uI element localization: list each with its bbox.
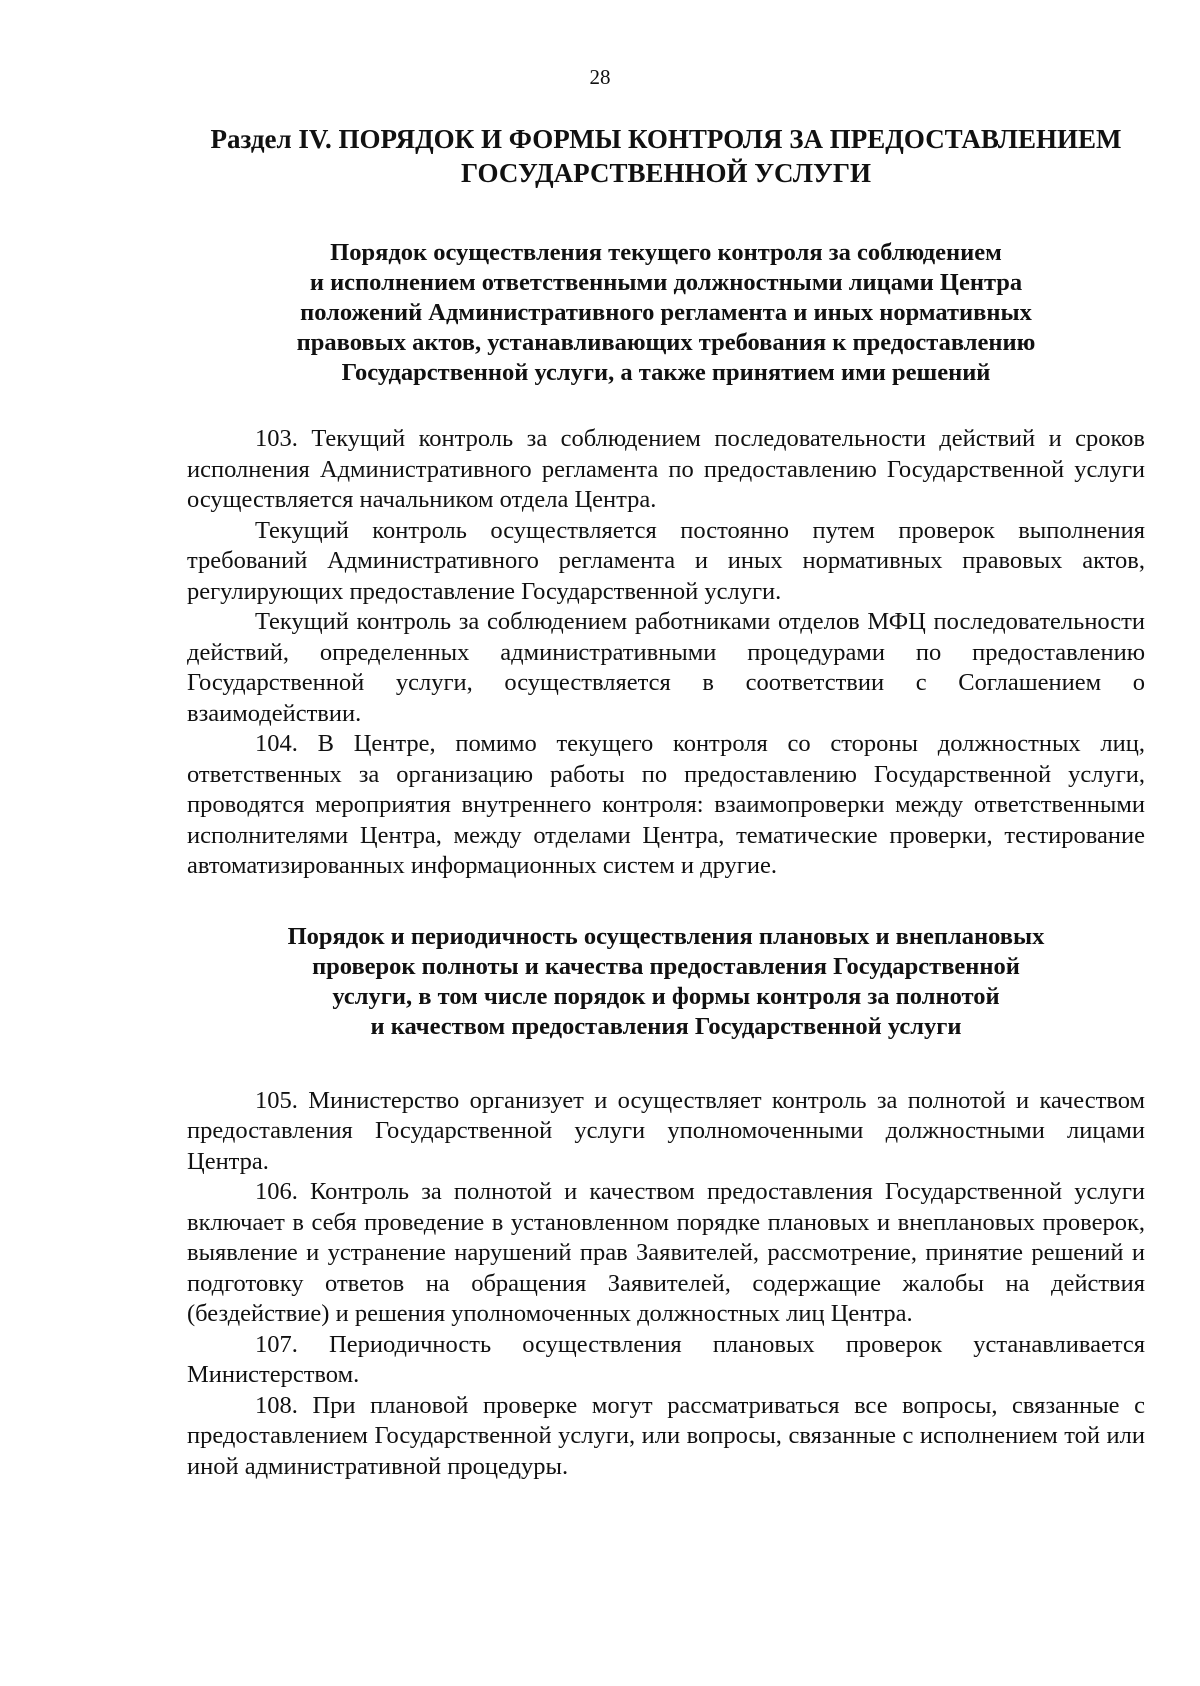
section-title-line: Раздел IV. ПОРЯДОК И ФОРМЫ КОНТРОЛЯ ЗА ПРЕДОСТАВЛЕНИЕМ (210, 124, 1122, 154)
subheading-line: Порядок осуществления текущего контроля за соблюдением (330, 239, 1002, 266)
paragraph-103: 103. Текущий контроль за соблюдением последовательности действий и сроков исполнения Административного регламента по предоставлению Государственной услуги осуществляется начальником отдела Центра. (187, 425, 1145, 513)
paragraph-106: 106. Контроль за полнотой и качеством предоставления Государственной услуги включает в себя проведение в установленном порядке плановых и внеплановых проверок, выявление и устранение нарушений прав Заявителей, рассмотрение, принятие решений и подготовку ответов на обращения Заявителей, содержащие жалобы на действия (бездействие) и решения уполномоченных должностных лиц Центра. (187, 1178, 1145, 1327)
section-title-line: ГОСУДАРСТВЕННОЙ УСЛУГИ (461, 158, 871, 188)
subheading-inspections (187, 922, 1145, 1042)
paragraph-108: 108. При плановой проверке могут рассматриваться все вопросы, связанные с предоставлением Государственной услуги, или вопросы, связанные с исполнением той или иной административной процедуры. (187, 1391, 1145, 1480)
subheading-line: положений Административного регламента и иных нормативных (300, 299, 1032, 326)
paragraph-107: 107. Периодичность осуществления плановых проверок устанавливается Министерством. (187, 1330, 1145, 1388)
subheading-line: и исполнением ответственными должностными лицами Центра (309, 269, 1023, 296)
document-content (187, 122, 1145, 1482)
subheading-line: Государственной услуги, а также принятием ими решений (341, 359, 991, 386)
subheading-line: правовых актов, устанавливающих требования к предоставлению (296, 329, 1036, 356)
page-number: 28 (589, 65, 611, 89)
subheading-line: проверок полноты и качества предоставления Государственной (312, 952, 1020, 980)
subheading-line: услуги, в том числе порядок и формы контроля за полнотой (332, 982, 1000, 1010)
subheading-line: Порядок и периодичность осуществления плановых и внеплановых (287, 922, 1045, 950)
paragraph-105: 105. Министерство организует и осуществляет контроль за полнотой и качеством предоставления Государственной услуги уполномоченными должностными лицами Центра. (187, 1086, 1145, 1175)
section-title (187, 122, 1145, 190)
paragraph-current-control-constant: Текущий контроль осуществляется постоянно путем проверок выполнения требований Административного регламента и иных нормативных правовых актов, регулирующих предоставление Государственной услуги. (187, 516, 1145, 605)
subheading-line: и качеством предоставления Государственной услуги (370, 1012, 962, 1040)
paragraph-104: 104. В Центре, помимо текущего контроля со стороны должностных лиц, ответственных за организацию работы по предоставлению Государственной услуги, проводятся мероприятия внутреннего контроля: взаимопроверки между ответственными исполнителями Центра, между отделами Центра, тематические проверки, тестирование автоматизированных информационных систем и другие. (187, 730, 1145, 879)
paragraph-group-inspections (187, 1086, 1145, 1483)
paragraph-group-current-control (187, 424, 1145, 882)
subheading-current-control (187, 238, 1145, 388)
paragraph-current-control-mfc: Текущий контроль за соблюдением работниками отделов МФЦ последовательности действий, определенных административными процедурами по предоставлению Государственной услуги, осуществляется в соответствии с Соглашением о взаимодействии. (187, 608, 1145, 727)
